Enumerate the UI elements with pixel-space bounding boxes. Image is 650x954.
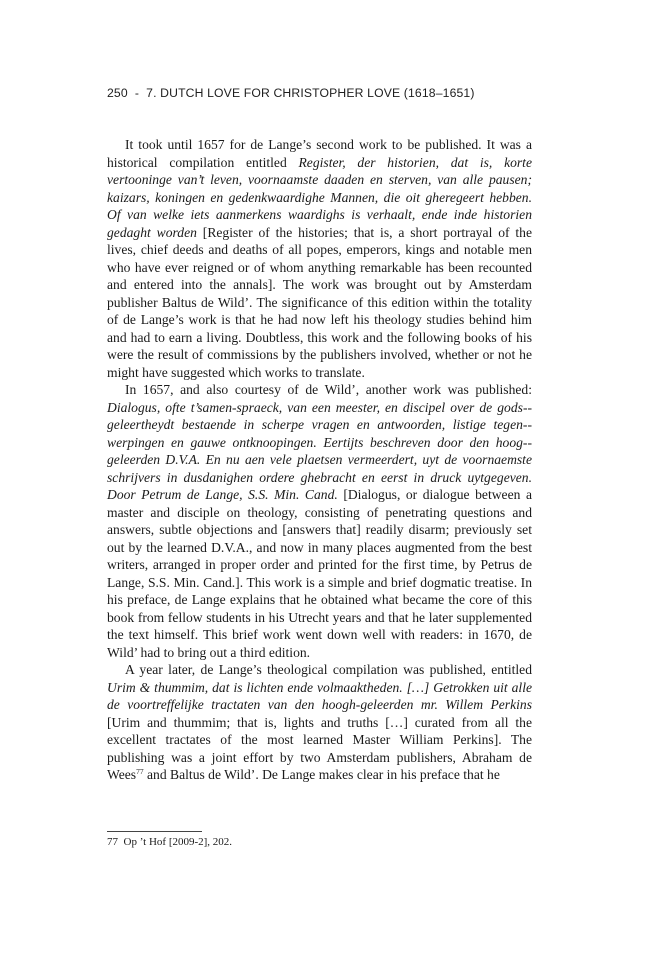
footnote-number: 77 [107,836,118,848]
p1-text-1: It took until 1657 for de Lange’s second work to be published. It was a historical compilation entitled [107,137,532,170]
p2-text-2: [Dialogus, or dialogue between a master and disciple on theology, consisting of penetrating questions and answers, subtle objections and [answers that] readily disarm; previously set out by the learned D.V.A., and now in many places augmented from the best writers, arranged in proper order and printed for the first time, by Petrus de Lange, S.S. Min. Cand.]. This work is a simple and brief dogmatic treatise. In his preface, de Lange explains that he obtained what became the core of this book from fellow students in his Utrecht years and that he later supplemented the text himself. This brief work went down well with readers: in 1670, de Wild’ had to bring out a third edition. [107,487,532,660]
paragraph-2 [107,381,532,661]
paragraph-1 [107,136,532,381]
header-separator: - [134,86,140,100]
footnote-rule [107,831,202,832]
p3-text-1: A year later, de Lange’s theological compilation was published, entitled [125,662,532,677]
p3-text-2: [Urim and thummim; that is, lights and truths […] curated from all the excellent tractates of the most learned Master William Perkins]. The publishing was a joint effort by two Amsterdam publishers, Abraham de Wees [107,714,532,782]
p3-title-italic: Urim & thummim, dat is lichten ende volmaaktheden. […] Getrokken uit alle de voortreffelijke tractaten van den hoogh-geleerden mr. Willem Perkins [107,679,532,712]
footnote-text: Op ’t Hof [2009-2], 202. [123,836,233,848]
page-number: 250 [107,86,128,100]
p3-text-3: and Baltus de Wild’. De Lange makes clear in his preface that he [143,767,500,782]
p2-text-1: In 1657, and also courtesy of de Wild’, another work was published: [125,382,532,397]
p1-title-italic: Register, der historien, dat is, korte vertooninge van’t leven, voornaamste daaden en sterven, van alle pausen; kaizars, koningen en gedenkwaardighe Mannen, die oit gheregeert hebben. Of van welke iets aanmerkens waardighs is verhaalt, ende inde historien gedaght worden [107,154,532,240]
p2-title-italic: Dialogus, ofte t’samen-spraeck, van een meester, en discipel over de gods-geleertheydt bestaende in scherpe vragen en antwoorden, listige tegen-werpingen en gauwe ontknoopingen. Eertijts beschreven door den hoog-geleerden D.V.A. En nu aen vele plaetsen vermeerdert, uyt de voornaemste schrijvers in dusdanighen ordere ghebracht en eerst in druck uytgegeven. Door Petrum de Lange, S.S. Min. Cand. [107,399,532,502]
paragraph-3 [107,661,532,784]
body-text [107,136,532,784]
chapter-title: 7. DUTCH LOVE FOR CHRISTOPHER LOVE (1618–1651) [146,86,475,100]
p1-text-2: [Register of the histories; that is, a short portrayal of the lives, chief deeds and deaths of all popes, emperors, kings and notable men who have ever reigned or of whom anything remarkable has been recounted and entered into the annals]. The work was brought out by Amsterdam publisher Baltus de Wild’. The significance of this edition within the totality of de Lange’s work is that he had now left his theology studies behind him and had to earn a living. Doubtless, this work and the following books of his were the result of commissions by the publishers involved, whether or not he might have suggested which works to translate. [107,224,532,380]
footnote [107,836,532,848]
footnote-reference[interactable]: 77 [136,767,144,776]
running-header [107,86,547,100]
